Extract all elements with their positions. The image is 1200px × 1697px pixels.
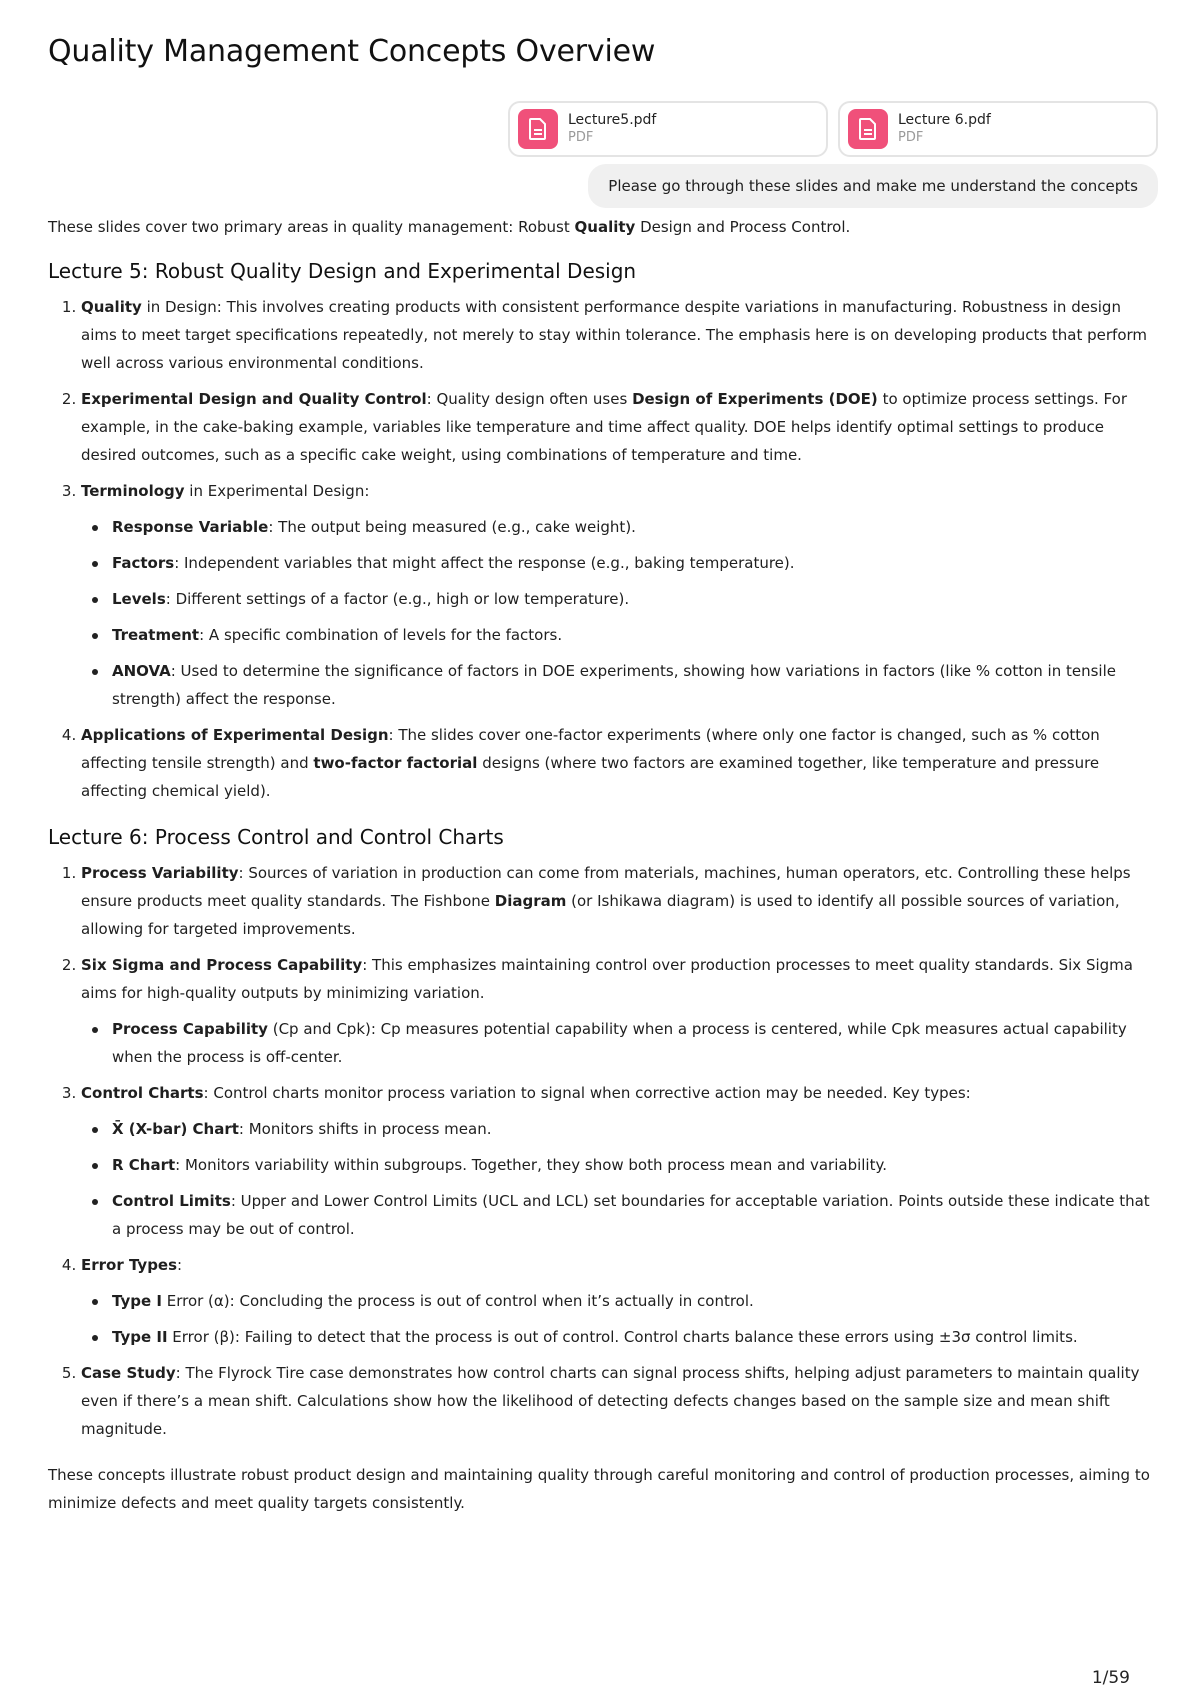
attachment-lecture6[interactable]: [838, 101, 1158, 157]
list-item: 1. Quality in Design: This involves creating products with consistent performance despite variations in manufacturing. Robustness in design aims to meet target specifications repeatedly, not merely to stay within tolerance. The emphasis here is on developing products that perform well across various environmental conditions.: [81, 293, 1158, 377]
outro-paragraph: These concepts illustrate robust product design and maintaining quality through careful monitoring and control of production processes, aiming to minimize defects and meet quality targets consistently.: [48, 1466, 1150, 1512]
lecture6-list: [48, 859, 1158, 1443]
sub-list-item: Type II Error (β): Failing to detect that the process is out of control. Control charts balance these errors using ±3σ control limits.: [112, 1323, 1158, 1351]
page-title: Quality Management Concepts Overview: [48, 34, 656, 69]
pdf-file-icon: [518, 109, 558, 149]
list-item: 4. Applications of Experimental Design: The slides cover one-factor experiments (where only one factor is changed, such as % cotton affecting tensile strength) and two-factor factorial designs (where two factors are examined together, like temperature and pressure affecting chemical yield).: [81, 721, 1158, 805]
list-item: 3. Control Charts: Control charts monitor process variation to signal when corrective action may be needed. Key types: X̄ (X-bar) Chart: Monitors shifts in process mean. R Chart: Monitors variability within subgroups. Together, they show both process mean and variability. Control Limits: Upper and Lower Control Limits (UCL and LCL) set boundaries for acceptable variation. Points outside these indicate that a process may be out of control.: [81, 1079, 1158, 1243]
sub-list-item: Type I Error (α): Concluding the process is out of control when it’s actually in control.: [112, 1287, 1158, 1315]
list-item: 2. Experimental Design and Quality Control: Quality design often uses Design of Experiments (DOE) to optimize process settings. For example, in the cake-baking example, variables like temperature and time affect quality. DOE helps identify optimal settings to produce desired outcomes, such as a specific cake weight, using combinations of temperature and time.: [81, 385, 1158, 469]
user-message-bubble: Please go through these slides and make me understand the concepts: [588, 164, 1158, 208]
lecture5-list: [48, 293, 1158, 805]
sub-list-item: Factors: Independent variables that might affect the response (e.g., baking temperature).: [112, 549, 1158, 577]
sub-list-item: R Chart: Monitors variability within subgroups. Together, they show both process mean and variability.: [112, 1151, 1158, 1179]
sub-list-item: Treatment: A specific combination of levels for the factors.: [112, 621, 1158, 649]
list-item: 2. Six Sigma and Process Capability: This emphasizes maintaining control over production processes to meet quality standards. Six Sigma aims for high-quality outputs by minimizing variation. Process Capability (Cp and Cpk): Cp measures potential capability when a process is centered, while Cpk measures actual capability when the process is off-center.: [81, 951, 1158, 1071]
sub-list: [81, 513, 1158, 713]
attachment-name: Lecture 6.pdf: [898, 112, 991, 128]
list-item: 5. Case Study: The Flyrock Tire case demonstrates how control charts can signal process shifts, helping adjust parameters to maintain quality even if there’s a mean shift. Calculations show how the likelihood of detecting defects changes based on the sample size and mean shift magnitude.: [81, 1359, 1158, 1443]
list-item: 3. Terminology in Experimental Design: Response Variable: The output being measured (e.g., cake weight). Factors: Independent variables that might affect the response (e.g., baking temperature). Levels: Different settings of a factor (e.g., high or low temperature). Treatment: A specific combination of levels for the factors. ANOVA: Used to determine the significance of factors in DOE experiments, showing how variations in factors (like % cotton in tensile strength) affect the response.: [81, 477, 1158, 713]
sub-list-item: Levels: Different settings of a factor (e.g., high or low temperature).: [112, 585, 1158, 613]
attachment-type: PDF: [568, 130, 594, 145]
lecture5-heading: Lecture 5: Robust Quality Design and Experimental Design: [48, 259, 637, 283]
attachment-type: PDF: [898, 130, 924, 145]
intro-paragraph: These slides cover two primary areas in quality management: Robust Quality Design and Process Control.: [48, 218, 851, 236]
sub-list: [81, 1115, 1158, 1243]
pdf-file-icon: [848, 109, 888, 149]
sub-list-item: Process Capability (Cp and Cpk): Cp measures potential capability when a process is centered, while Cpk measures actual capability when the process is off-center.: [112, 1015, 1158, 1071]
sub-list-item: Response Variable: The output being measured (e.g., cake weight).: [112, 513, 1158, 541]
page-number: 1/59: [1091, 1668, 1130, 1688]
lecture6-heading: Lecture 6: Process Control and Control Charts: [48, 825, 504, 849]
sub-list-item: Control Limits: Upper and Lower Control Limits (UCL and LCL) set boundaries for acceptable variation. Points outside these indicate that a process may be out of control.: [112, 1187, 1158, 1243]
list-item: 4. Error Types: Type I Error (α): Concluding the process is out of control when it’s actually in control. Type II Error (β): Failing to detect that the process is out of control. Control charts balance these errors using ±3σ control limits.: [81, 1251, 1158, 1351]
sub-list-item: X̄ (X-bar) Chart: Monitors shifts in process mean.: [112, 1115, 1158, 1143]
assistant-response: [48, 213, 1158, 1517]
attachment-name: Lecture5.pdf: [568, 112, 657, 128]
sub-list: [81, 1015, 1158, 1071]
sub-list-item: ANOVA: Used to determine the significance of factors in DOE experiments, showing how variations in factors (like % cotton in tensile strength) affect the response.: [112, 657, 1158, 713]
attachment-lecture5[interactable]: [508, 101, 828, 157]
list-item: 1. Process Variability: Sources of variation in production can come from materials, machines, human operators, etc. Controlling these helps ensure products meet quality standards. The Fishbone Diagram (or Ishikawa diagram) is used to identify all possible sources of variation, allowing for targeted improvements.: [81, 859, 1158, 943]
attachments: [508, 101, 1158, 157]
sub-list: [81, 1287, 1158, 1351]
